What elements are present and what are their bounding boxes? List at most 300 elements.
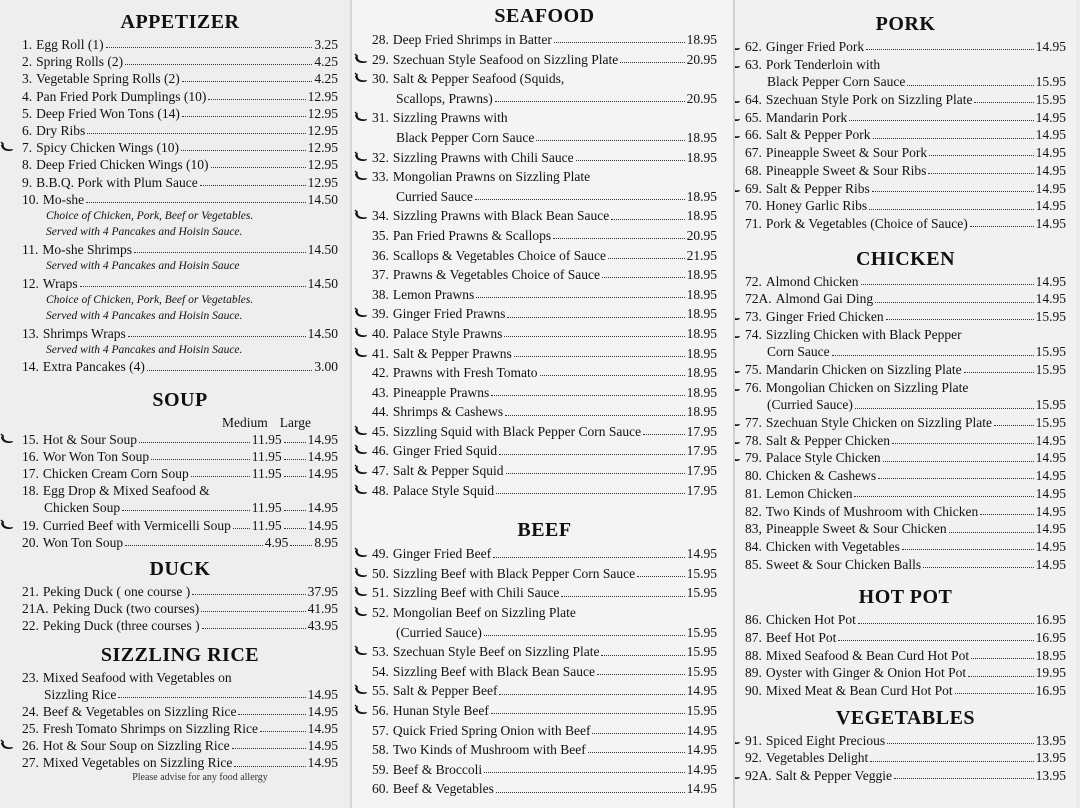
item-number: 23.: [22, 669, 39, 685]
item-name: Deep Fried Shrimps in Batter: [392, 32, 552, 47]
item-name: Chicken & Cashews: [765, 468, 877, 484]
item-name: Sweet & Sour Chicken Balls: [765, 556, 922, 572]
allergy-note: Please advise for any food allergy: [132, 771, 268, 783]
item-price: 14.95: [1035, 215, 1066, 231]
item-number: 32.: [372, 149, 389, 165]
leader-dots: [499, 454, 685, 455]
item-name: Mixed Seafood with Vegetables on: [42, 669, 232, 685]
leader-dots: [290, 545, 312, 546]
item-name: Spicy Chicken Wings (10): [36, 140, 179, 156]
menu-item: [22, 617, 338, 634]
menu-item: [372, 128, 717, 148]
item-number: 44.: [372, 404, 389, 420]
item-name: Sizzling Prawns with Chili Sauce: [392, 149, 574, 165]
leader-dots: [284, 528, 306, 529]
item-number: 74.: [745, 326, 762, 342]
item-name: Hunan Style Beef: [392, 703, 489, 718]
item-number: 13.: [22, 325, 39, 341]
leader-dots: [974, 102, 1033, 103]
leader-dots: [125, 545, 263, 546]
leader-dots: [182, 81, 313, 82]
leader-dots: [495, 101, 685, 102]
item-number: 46.: [372, 443, 389, 459]
spicy-pepper-icon: [354, 149, 368, 161]
menu-item: [372, 603, 717, 623]
item-name: Peking Duck (two courses): [52, 601, 200, 617]
item-price: 18.95: [686, 384, 717, 400]
menu-item: [745, 749, 1066, 767]
menu-item: [372, 544, 717, 564]
section-title-hot-pot: HOT POT: [858, 586, 953, 609]
leader-dots: [139, 442, 250, 443]
leader-dots: [125, 64, 312, 65]
item-name: Mo-she Shrimps: [42, 241, 133, 257]
spicy-pepper-icon: [735, 733, 741, 745]
leader-dots: [886, 319, 1034, 320]
item-number: 43.: [372, 384, 389, 400]
leader-dots: [576, 160, 685, 161]
item-name: Palace Style Squid: [392, 482, 495, 498]
item-number: 27.: [22, 755, 39, 771]
menu-item: [372, 187, 717, 207]
item-number: 79.: [745, 450, 762, 466]
leader-dots: [181, 150, 306, 151]
item-number: 91.: [745, 732, 762, 748]
item-name: Mongolian Beef on Sizzling Plate: [392, 605, 576, 621]
leader-dots: [928, 173, 1033, 174]
leader-dots: [536, 140, 684, 141]
spicy-pepper-icon: [354, 482, 368, 494]
item-number: 72A.: [745, 291, 772, 307]
section-title-chicken: CHICKEN: [855, 247, 956, 270]
menu-item: [22, 465, 338, 482]
item-name: Curried Beef with Vermicelli Soup: [42, 517, 231, 533]
leader-dots: [608, 258, 685, 259]
item-name: Dry Ribs: [36, 122, 86, 138]
menu-item: [372, 721, 717, 741]
leader-dots: [971, 658, 1034, 659]
item-number: 2.: [22, 54, 33, 70]
item-price: 20.95: [686, 90, 717, 106]
item-price: 15.95: [1035, 74, 1066, 90]
spicy-pepper-icon: [735, 380, 741, 392]
menu-item: [372, 363, 717, 383]
item-name: Ginger Fried Prawns: [392, 306, 506, 322]
spicy-pepper-icon: [735, 327, 741, 339]
item-price: 16.95: [1035, 683, 1066, 698]
menu-item: [745, 414, 1066, 432]
menu-item: [745, 56, 1066, 74]
menu-item: [22, 448, 338, 465]
item-name: Mixed Vegetables on Sizzling Rice: [42, 755, 233, 771]
item-price: 15.95: [1035, 397, 1066, 413]
item-number: 40.: [372, 325, 389, 341]
menu-item: [22, 156, 338, 173]
leader-dots: [553, 238, 685, 239]
item-price: 12.95: [307, 105, 338, 121]
item-number: 9.: [22, 174, 33, 190]
item-number: 54.: [372, 663, 389, 679]
leader-dots: [866, 49, 1034, 50]
item-price: 14.95: [1035, 538, 1066, 554]
item-price: 18.95: [686, 345, 717, 361]
item-name: Mo-she: [42, 191, 85, 207]
leader-dots: [234, 766, 305, 767]
menu-item: [372, 740, 717, 760]
item-price: 18.95: [686, 32, 717, 47]
item-number: 83,: [745, 521, 762, 537]
leader-dots: [211, 167, 306, 168]
leader-dots: [106, 47, 313, 48]
item-number: 39.: [372, 306, 389, 322]
item-name: Peking Duck ( one course ): [42, 583, 191, 599]
leader-dots: [849, 120, 1033, 121]
menu-item: [22, 325, 338, 342]
item-price: 4.25: [314, 54, 338, 70]
leader-dots: [878, 478, 1034, 479]
item-name: Sizzling Chicken with Black Pepper: [765, 326, 962, 342]
spicy-pepper-icon: [354, 584, 368, 596]
item-name: Egg Drop & Mixed Seafood &: [42, 483, 210, 499]
item-number: 71.: [745, 215, 762, 231]
item-price-medium: 11.95: [251, 431, 282, 447]
item-price: 15.95: [1035, 415, 1066, 431]
leader-dots: [493, 557, 685, 558]
item-name: Corn Sauce: [767, 344, 830, 360]
item-name: Vegetable Spring Rolls (2): [36, 71, 180, 87]
leader-dots: [855, 408, 1034, 409]
spicy-pepper-icon: [354, 545, 368, 557]
item-price: 14.95: [1035, 145, 1066, 161]
item-name: Egg Roll (1): [36, 37, 104, 52]
leader-dots: [832, 355, 1034, 356]
leader-dots: [869, 209, 1034, 210]
spicy-pepper-icon: [354, 565, 368, 577]
menu-item: [372, 226, 717, 246]
item-number: 64.: [745, 92, 762, 108]
item-price: 21.95: [686, 247, 717, 263]
item-number: 10.: [22, 191, 39, 207]
item-name: Ginger Fried Beef: [392, 546, 492, 562]
item-name: Ginger Fried Chicken: [765, 308, 884, 324]
item-price: 14.50: [307, 325, 338, 341]
leader-dots: [597, 674, 685, 675]
leader-dots: [499, 694, 684, 695]
leader-dots: [128, 336, 306, 337]
item-number: 42.: [372, 365, 389, 381]
item-name: Fresh Tomato Shrimps on Sizzling Rice: [42, 721, 259, 737]
item-number: 70.: [745, 198, 762, 214]
item-price: 17.95: [686, 482, 717, 498]
spicy-pepper-icon: [354, 207, 368, 219]
menu-item: [372, 50, 717, 70]
item-number: 62.: [745, 39, 762, 54]
menu-item: [745, 73, 1066, 91]
menu-item: [22, 499, 338, 516]
item-name: Extra Pancakes (4): [42, 359, 145, 375]
item-number: 66.: [745, 127, 762, 143]
item-price: 14.95: [686, 761, 717, 777]
leader-dots: [86, 202, 306, 203]
item-number: 33.: [372, 169, 389, 185]
item-number: 89.: [745, 665, 762, 681]
item-name: Palace Style Prawns: [392, 325, 503, 341]
item-price: 4.25: [314, 71, 338, 87]
item-number: 31.: [372, 110, 389, 126]
spicy-pepper-icon: [0, 518, 14, 530]
menu-item: [22, 53, 338, 70]
item-name: Prawns with Fresh Tomato: [392, 365, 538, 381]
item-name: Pan Fried Prawns & Scallops: [392, 227, 552, 243]
menu-item: [745, 361, 1066, 379]
menu-item: [372, 69, 717, 89]
menu-item: [372, 167, 717, 187]
item-number: 28.: [372, 32, 389, 47]
menu-item: [745, 485, 1066, 503]
item-price: 14.95: [1035, 162, 1066, 178]
spicy-pepper-icon: [735, 39, 741, 51]
item-name: Prawns & Vegetables Choice of Sauce: [392, 267, 600, 283]
item-name: Oyster with Ginger & Onion Hot Pot: [765, 665, 967, 681]
item-price: 15.95: [686, 624, 717, 640]
menu-item: [22, 70, 338, 87]
item-name: Vegetables Delight: [765, 750, 869, 766]
item-name: Curried Sauce: [396, 188, 473, 204]
item-name: Salt & Pepper Prawns: [392, 345, 512, 361]
item-number: 38.: [372, 286, 389, 302]
item-price: 17.95: [686, 463, 717, 479]
item-price: 15.95: [686, 565, 717, 581]
menu-item: [745, 109, 1066, 127]
spicy-pepper-icon: [354, 70, 368, 82]
item-price: 18.95: [686, 365, 717, 381]
menu-item: [745, 503, 1066, 521]
item-price: 12.95: [307, 174, 338, 190]
item-price: 14.95: [686, 683, 717, 699]
item-number: 80.: [745, 468, 762, 484]
spicy-pepper-icon: [735, 92, 741, 104]
spicy-pepper-icon: [354, 682, 368, 694]
spicy-pepper-icon: [0, 738, 14, 750]
leader-dots: [182, 116, 306, 117]
menu-item: [745, 38, 1066, 56]
menu-item: [745, 629, 1066, 647]
item-name: Mixed Seafood & Bean Curd Hot Pot: [765, 647, 970, 663]
item-note: Served with 4 Pancakes and Hoisin Sauce: [46, 260, 240, 273]
item-name: Chicken Soup: [44, 500, 121, 516]
item-note: Served with 4 Pancakes and Hoisin Sauce.: [46, 310, 243, 323]
item-price: 18.95: [686, 404, 717, 420]
item-number: 65.: [745, 109, 762, 125]
spicy-pepper-icon: [354, 345, 368, 357]
item-number: 36.: [372, 247, 389, 263]
leader-dots: [496, 792, 685, 793]
spicy-pepper-icon: [354, 325, 368, 337]
menu-item: [22, 174, 338, 191]
leader-dots: [949, 532, 1034, 533]
menu-item: [22, 482, 338, 499]
section-title-pork: PORK: [875, 13, 936, 35]
item-price-medium: 4.95: [264, 534, 289, 550]
item-price: 14.95: [1035, 180, 1066, 196]
item-name: Salt & Pepper Pork: [765, 127, 871, 143]
leader-dots: [505, 415, 684, 416]
item-name: Szechuan Style Seafood on Sizzling Plate: [392, 51, 619, 67]
menu-item: [745, 520, 1066, 538]
menu-column-left: [0, 0, 350, 808]
spicy-pepper-icon: [735, 362, 741, 374]
leader-dots: [838, 640, 1033, 641]
item-name: Salt & Pepper Chicken: [765, 432, 890, 448]
item-price: 15.95: [1035, 92, 1066, 108]
menu-item: [22, 754, 338, 771]
item-price: 17.95: [686, 443, 717, 459]
item-price-medium: 11.95: [251, 448, 282, 464]
leader-dots: [894, 778, 1034, 779]
menu-item: [745, 290, 1066, 308]
item-price: 14.95: [307, 686, 338, 702]
leader-dots: [964, 372, 1034, 373]
menu-item: [372, 148, 717, 168]
menu-item: [22, 686, 338, 703]
menu-item: [372, 760, 717, 780]
item-price: 41.95: [307, 601, 338, 617]
menu-item: [372, 206, 717, 226]
item-name: Shrimps & Cashews: [392, 404, 504, 420]
item-name: Scallops, Prawns): [396, 90, 493, 106]
item-number: 14.: [22, 359, 39, 375]
leader-dots: [540, 375, 685, 376]
item-number: 59.: [372, 761, 389, 777]
item-price-medium: 11.95: [251, 466, 282, 481]
item-price-medium: 11.95: [251, 517, 282, 533]
spicy-pepper-icon: [0, 432, 14, 444]
item-price-large: 14.95: [307, 448, 338, 464]
item-name: Spring Rolls (2): [36, 54, 124, 70]
item-name: Sizzling Beef with Chili Sauce: [392, 585, 560, 601]
menu-item: [372, 324, 717, 344]
leader-dots: [202, 628, 306, 629]
item-note: Served with 4 Pancakes and Hoisin Sauce.: [46, 343, 243, 356]
leader-dots: [554, 42, 685, 43]
menu-item: [22, 703, 338, 720]
item-name: Hot & Sour Soup: [42, 431, 138, 447]
leader-dots: [643, 434, 685, 435]
item-name: Pineapple Sweet & Sour Ribs: [765, 162, 927, 178]
item-number: 12.: [22, 275, 39, 291]
item-price: 18.95: [1035, 647, 1066, 663]
item-price: 16.95: [1035, 612, 1066, 628]
item-price: 14.95: [686, 546, 717, 562]
menu-item: [745, 308, 1066, 326]
leader-dots: [238, 714, 305, 715]
menu-item: [22, 191, 338, 208]
item-number: 45.: [372, 423, 389, 439]
item-name: Beef & Vegetables on Sizzling Rice: [42, 703, 237, 719]
item-name: Sizzling Beef with Black Pepper Corn Sauce: [392, 565, 636, 581]
menu-item: [372, 662, 717, 682]
item-price: 14.95: [307, 738, 338, 754]
menu-item: [22, 358, 338, 375]
item-number: 30.: [372, 71, 389, 87]
item-number: 20.: [22, 534, 39, 550]
item-price: 15.95: [686, 644, 717, 660]
item-number: 68.: [745, 162, 762, 178]
item-number: 75.: [745, 362, 762, 377]
leader-dots: [284, 442, 306, 443]
leader-dots: [637, 576, 685, 577]
item-price-large: 8.95: [314, 534, 338, 550]
menu-item: [745, 91, 1066, 109]
item-number: 92A.: [745, 768, 772, 784]
item-price: 14.95: [1035, 109, 1066, 125]
leader-dots: [134, 252, 306, 253]
leader-dots: [887, 743, 1034, 744]
leader-dots: [968, 676, 1034, 677]
menu-item: [372, 265, 717, 285]
menu-item: [745, 379, 1066, 397]
item-price: 12.95: [307, 157, 338, 173]
menu-item: [372, 89, 717, 109]
spicy-pepper-icon: [354, 51, 368, 63]
item-number: 73.: [745, 308, 762, 324]
item-number: 50.: [372, 565, 389, 581]
item-price: 12.95: [307, 140, 338, 156]
item-price: 14.95: [307, 703, 338, 719]
leader-dots: [923, 567, 1034, 568]
item-price: 16.95: [1035, 629, 1066, 645]
item-price: 3.25: [314, 37, 338, 52]
spicy-pepper-icon: [735, 57, 741, 69]
item-number: 47.: [372, 463, 389, 479]
leader-dots: [601, 655, 684, 656]
item-price: 15.95: [1035, 362, 1066, 377]
menu-item: [372, 285, 717, 305]
item-price: 15.95: [686, 585, 717, 601]
item-price: 12.95: [307, 122, 338, 138]
item-price: 18.95: [686, 208, 717, 224]
item-name: Two Kinds of Mushroom with Beef: [392, 742, 586, 758]
item-number: 72.: [745, 273, 762, 289]
leader-dots: [861, 284, 1034, 285]
item-price: 14.50: [307, 191, 338, 207]
item-price: 3.00: [314, 359, 338, 375]
leader-dots: [122, 510, 250, 511]
item-price: 14.95: [307, 721, 338, 737]
item-number: 26.: [22, 738, 39, 754]
menu-item: [745, 732, 1066, 750]
item-note: Choice of Chicken, Pork, Beef or Vegetables.: [46, 209, 254, 222]
item-number: 88.: [745, 647, 762, 663]
item-number: 67.: [745, 145, 762, 161]
leader-dots: [201, 611, 305, 612]
leader-dots: [592, 733, 684, 734]
item-price: 14.95: [307, 755, 338, 771]
item-number: 7.: [22, 140, 33, 156]
spicy-pepper-icon: [735, 127, 741, 139]
leader-dots: [875, 302, 1034, 303]
section-title-seafood: SEAFOOD: [494, 5, 595, 27]
item-name: Palace Style Chicken: [765, 450, 881, 466]
item-price: 13.95: [1035, 750, 1066, 766]
menu-item: [745, 538, 1066, 556]
menu-item: [745, 126, 1066, 144]
item-price: 14.50: [307, 241, 338, 257]
leader-dots: [620, 62, 684, 63]
menu-item: [745, 396, 1066, 414]
item-name: B.B.Q. Pork with Plum Sauce: [36, 174, 198, 190]
item-number: 5.: [22, 105, 33, 121]
